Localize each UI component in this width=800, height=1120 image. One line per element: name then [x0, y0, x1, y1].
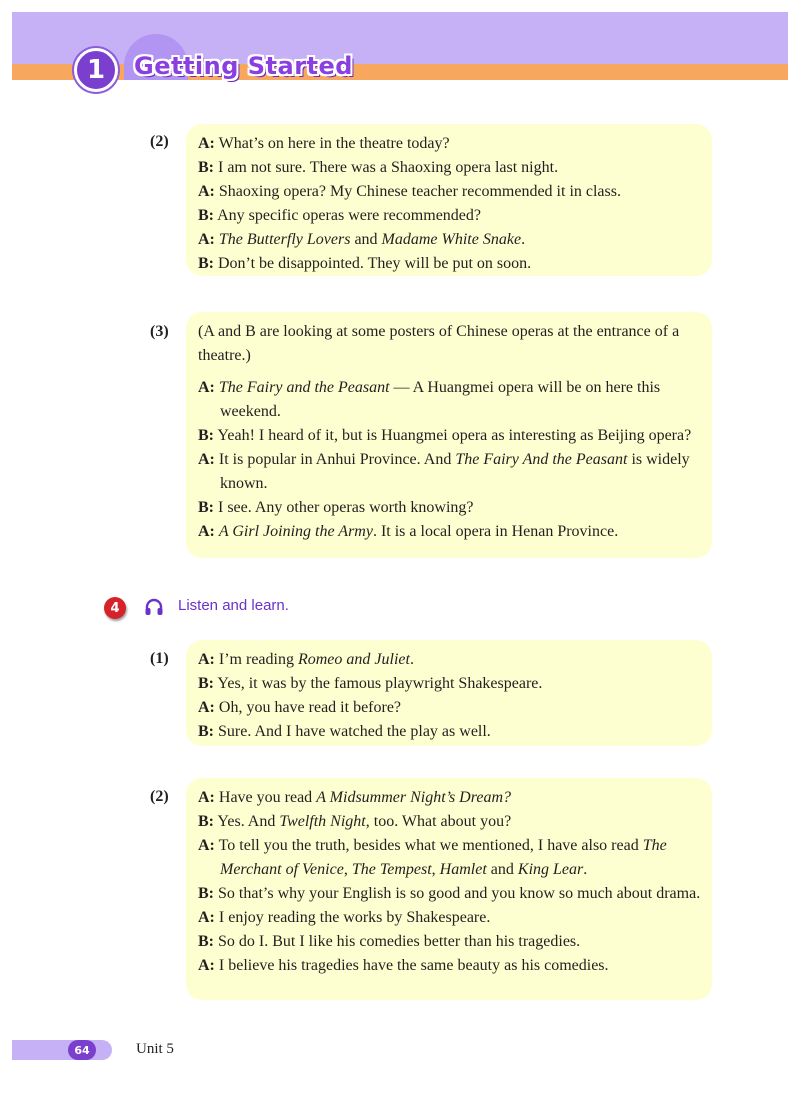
speaker-label: A: [198, 231, 215, 248]
page-title: Getting Started [134, 52, 353, 80]
dialogue-text: So that’s why your English is so good and you know so much about drama. [218, 885, 701, 902]
dialogue-line [198, 648, 712, 672]
section-number-badge: 4 [104, 597, 126, 619]
speaker-label: B: [198, 159, 214, 176]
dialogue-text: I am not sure. There was a Shaoxing opera last night. [218, 159, 559, 176]
speaker-label: A: [198, 451, 215, 468]
dialogue-text: , too. What about you? [365, 813, 512, 830]
speaker-label: B: [198, 427, 214, 444]
speaker-label: A: [198, 183, 215, 200]
speaker-label: B: [198, 885, 214, 902]
dialogue-line [198, 448, 712, 496]
dialogue-text: . It is a local opera in Henan Province. [372, 523, 619, 540]
dialogue-text: Yes. And [217, 813, 280, 830]
dialogue-text: and [350, 231, 382, 248]
speaker-label: B: [198, 813, 214, 830]
dialogue-line [198, 376, 712, 424]
item-number: (2) [150, 788, 169, 805]
dialogue-line [198, 906, 712, 930]
dialogue-line [198, 786, 712, 810]
dialogue-line [198, 720, 712, 744]
section-number-badge: 1 [74, 48, 118, 92]
dialogue-line [198, 132, 712, 156]
dialogue-text: To tell you the truth, besides what we mentioned, I have also read [218, 837, 643, 854]
dialogue-box [186, 312, 712, 558]
dialogue-line [198, 252, 712, 276]
dialogue-text: So do I. But I like his comedies better than his tragedies. [218, 933, 581, 950]
work-title: A Girl Joining the Army [218, 523, 373, 540]
dialogue-text: Don’t be disappointed. They will be put on soon. [218, 255, 532, 272]
speaker-label: B: [198, 675, 214, 692]
dialogue-text: . [521, 231, 526, 248]
footer-band [12, 1040, 112, 1060]
dialogue-text: . [409, 651, 414, 668]
context-note: (A and B are looking at some posters of Chinese operas at the entrance of a theatre.) [198, 323, 680, 364]
speaker-label: A: [198, 523, 215, 540]
speaker-label: A: [198, 789, 215, 806]
speaker-label: B: [198, 255, 214, 272]
dialogue-text: Have you read [218, 789, 317, 806]
speaker-label: A: [198, 135, 215, 152]
speaker-label: B: [198, 933, 214, 950]
dialogue-box [186, 778, 712, 1000]
work-title: The Butterfly Lovers [218, 231, 351, 248]
dialogue-box [186, 124, 712, 276]
unit-label: Unit 5 [136, 1041, 174, 1057]
dialogue-text: It is popular in Anhui Province. And [218, 451, 456, 468]
dialogue-text: I see. Any other operas worth knowing? [218, 499, 474, 516]
dialogue-text: What’s on here in the theatre today? [218, 135, 450, 152]
work-title: The Fairy and the Peasant [218, 379, 390, 396]
dialogue-line [198, 930, 712, 954]
dialogue-line [198, 696, 712, 720]
dialogue-line [198, 672, 712, 696]
speaker-label: A: [198, 379, 215, 396]
dialogue-text: and [486, 861, 518, 878]
speaker-label: A: [198, 651, 215, 668]
section-instruction: Listen and learn. [178, 597, 289, 614]
dialogue-line [198, 424, 712, 448]
dialogue-line [198, 834, 712, 882]
work-title: The Fairy And the Peasant [455, 451, 628, 468]
dialogue-line [198, 882, 712, 906]
item-number: (1) [150, 650, 169, 667]
dialogue-text: Any specific operas were recommended? [217, 207, 481, 224]
dialogue-line [198, 204, 712, 228]
speaker-label: B: [198, 723, 214, 740]
dialogue-lines [198, 376, 712, 544]
dialogue-line [198, 810, 712, 834]
headphones-icon [143, 596, 165, 618]
dialogue-text: , [431, 861, 440, 878]
work-title: Hamlet [439, 861, 487, 878]
dialogue-lines [198, 648, 712, 744]
dialogue-text: Shaoxing opera? My Chinese teacher recommended it in class. [218, 183, 621, 200]
work-title: King Lear [517, 861, 584, 878]
speaker-label: A: [198, 909, 215, 926]
dialogue-text: Yes, it was by the famous playwright Shakespeare. [217, 675, 543, 692]
speaker-label: A: [198, 957, 215, 974]
dialogue-text: Oh, you have read it before? [218, 699, 402, 716]
speaker-label: A: [198, 837, 215, 854]
work-title: The Merchant of Venice [220, 837, 667, 878]
dialogue-line [198, 228, 712, 252]
dialogue-line [198, 496, 712, 520]
speaker-label: A: [198, 699, 215, 716]
dialogue-line [198, 156, 712, 180]
dialogue-box [186, 640, 712, 746]
dialogue-text: , [343, 861, 352, 878]
speaker-label: B: [198, 499, 214, 516]
dialogue-text: I’m reading [218, 651, 298, 668]
page-number: 64 [68, 1040, 96, 1060]
item-number: (3) [150, 323, 169, 340]
dialogue-text: . [583, 861, 588, 878]
dialogue-line [198, 520, 712, 544]
dialogue-line [198, 180, 712, 204]
work-title: The Tempest [351, 861, 432, 878]
work-title: A Midsummer Night’s Dream? [316, 789, 512, 806]
dialogue-lines [198, 132, 712, 276]
dialogue-text: I believe his tragedies have the same beauty as his comedies. [218, 957, 609, 974]
work-title: Madame White Snake [381, 231, 522, 248]
dialogue-text: I enjoy reading the works by Shakespeare. [218, 909, 491, 926]
dialogue-line [198, 954, 712, 978]
dialogue-text: — A Huangmei opera will be on here this weekend. [220, 379, 661, 420]
item-number: (2) [150, 133, 169, 150]
dialogue-lines [198, 786, 712, 978]
work-title: Romeo and Juliet [297, 651, 410, 668]
work-title: Twelfth Night [279, 813, 366, 830]
dialogue-text: Sure. And I have watched the play as well. [218, 723, 491, 740]
dialogue-text: Yeah! I heard of it, but is Huangmei opera as interesting as Beijing opera? [217, 427, 692, 444]
speaker-label: B: [198, 207, 214, 224]
dialogue-text: is widely known. [220, 451, 690, 492]
